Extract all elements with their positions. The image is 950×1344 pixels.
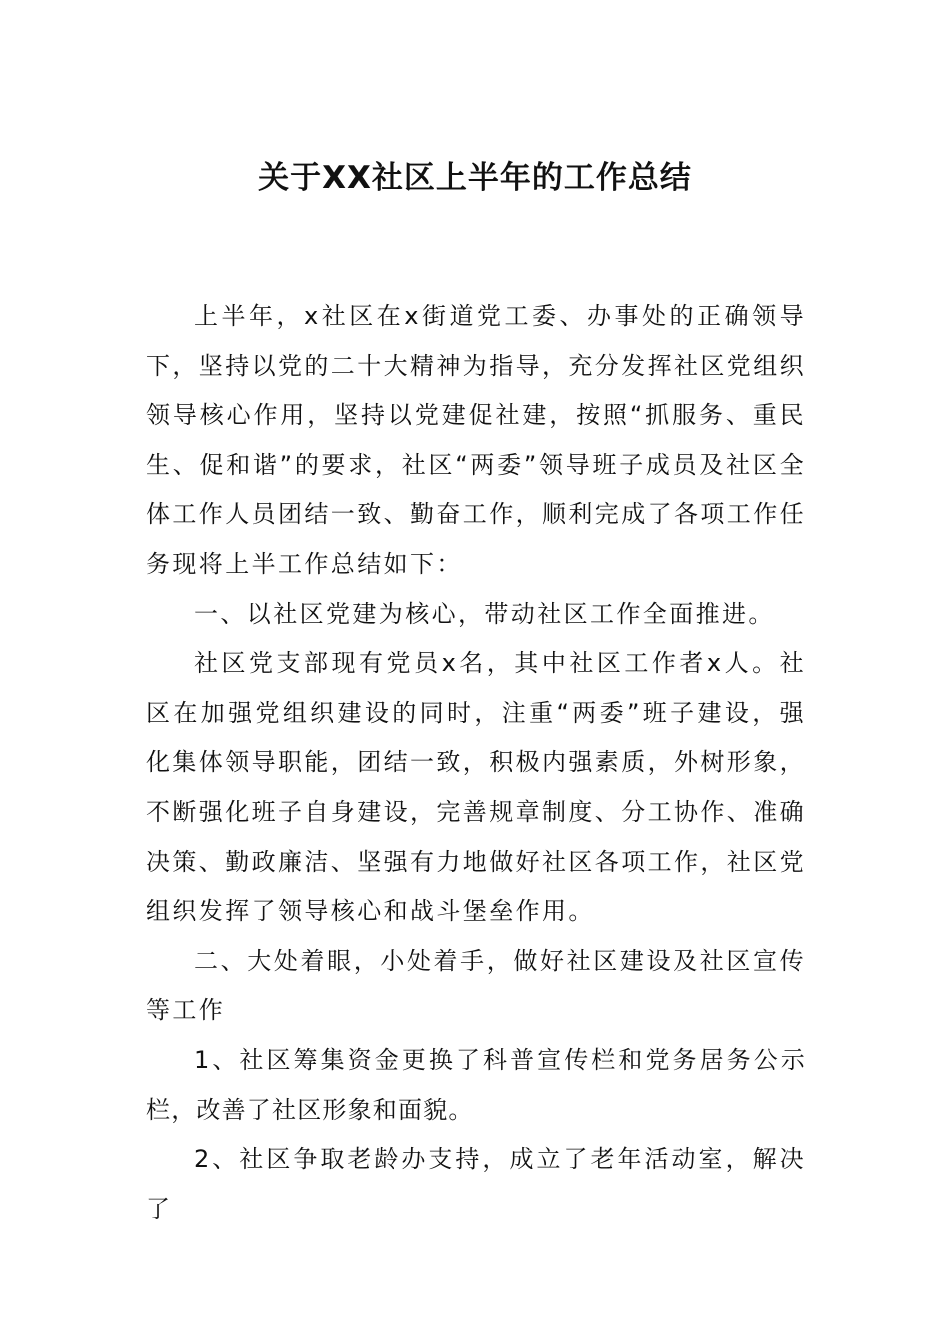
section-heading-2: 二、大处着眼，小处着手，做好社区建设及社区宣传等工作 xyxy=(146,946,806,1025)
paragraph-intro: 上半年，x社区在x街道党工委、办事处的正确领导下，坚持以党的二十大精神为指导，充分发挥社区党组织领导核心作用，坚持以党建促社建，按照“抓服务、重民生、促和谐”的要求，社区“两委”领导班子成员及社区全体工作人员团结一致、勤奋工作，顺利完成了各项工作任务现将上半工作总结如下： xyxy=(146,302,806,578)
section-heading-1: 一、以社区党建为核心，带动社区工作全面推进。 xyxy=(194,599,775,628)
paragraph-party-building: 社区党支部现有党员x名，其中社区工作者x人。社区在加强党组织建设的同时，注重“两委”班子建设，强化集体领导职能，团结一致，积极内强素质，外树形象，不断强化班子自身建设，完善规章制度、分工协作、准确决策、勤政廉洁、坚强有力地做好社区各项工作，社区党组织发挥了领导核心和战斗堡垒作用。 xyxy=(146,649,806,926)
list-item-2: 2、社区争取老龄办支持，成立了老年活动室，解决了 xyxy=(146,1145,806,1223)
document-title: 关于XX社区上半年的工作总结 xyxy=(258,160,692,196)
document-body xyxy=(146,292,806,1234)
list-item-1: 1、社区筹集资金更换了科普宣传栏和党务居务公示栏，改善了社区形象和面貌。 xyxy=(146,1045,806,1124)
